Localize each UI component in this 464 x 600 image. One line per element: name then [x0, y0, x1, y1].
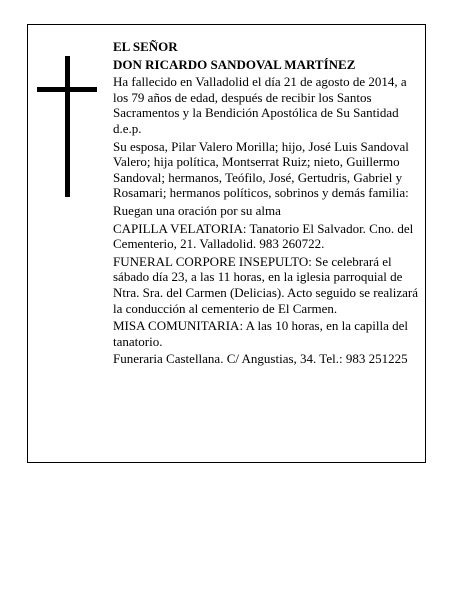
prayer-request: Ruegan una oración por su alma: [113, 202, 281, 218]
cross-horizontal-bar: [37, 87, 97, 92]
cross-vertical-bar: [65, 56, 70, 197]
deceased-name: DON RICARDO SANDOVAL MARTÍNEZ: [113, 56, 356, 72]
funeral-info: FUNERAL CORPORE INSEPULTO: Se celebrará el sábado día 23, a las 11 horas, en la iglesia parroquial de Ntra. Sra. del Carmen (Delicias). Acto seguido se realizará la conducción al cementerio de El Carmen.: [113, 253, 419, 316]
funeral-home-info: Funeraria Castellana. C/ Angustias, 34. Tel.: 983 251225: [113, 351, 408, 367]
death-statement: Ha fallecido en Valladolid el día 21 de agosto de 2014, a los 79 años de edad, después de recibir los Santos Sacramentos y la Bendición Apostólica de Su Santidad d.e.p.: [113, 74, 407, 136]
mass-info: MISA COMUNITARIA: A las 10 horas, en la capilla del tanatorio.: [113, 318, 409, 349]
notice-title-line1: EL SEÑOR: [113, 39, 178, 54]
cross-icon: [37, 56, 97, 197]
obituary-text: [113, 39, 425, 367]
family-list: Su esposa, Pilar Valero Morilla; hijo, José Luis Sandoval Valero; hija política, Montserrat Ruiz; nieto, Guillermo Sandoval; hermanos, Teófilo, José, Gertudris, Gabriel y Rosamari; hermanos políticos, sobrinos y demás familia:: [113, 138, 409, 201]
chapel-info: CAPILLA VELATORIA: Tanatorio El Salvador. Cno. del Cementerio, 21. Valladolid. 983 260722.: [113, 220, 414, 252]
